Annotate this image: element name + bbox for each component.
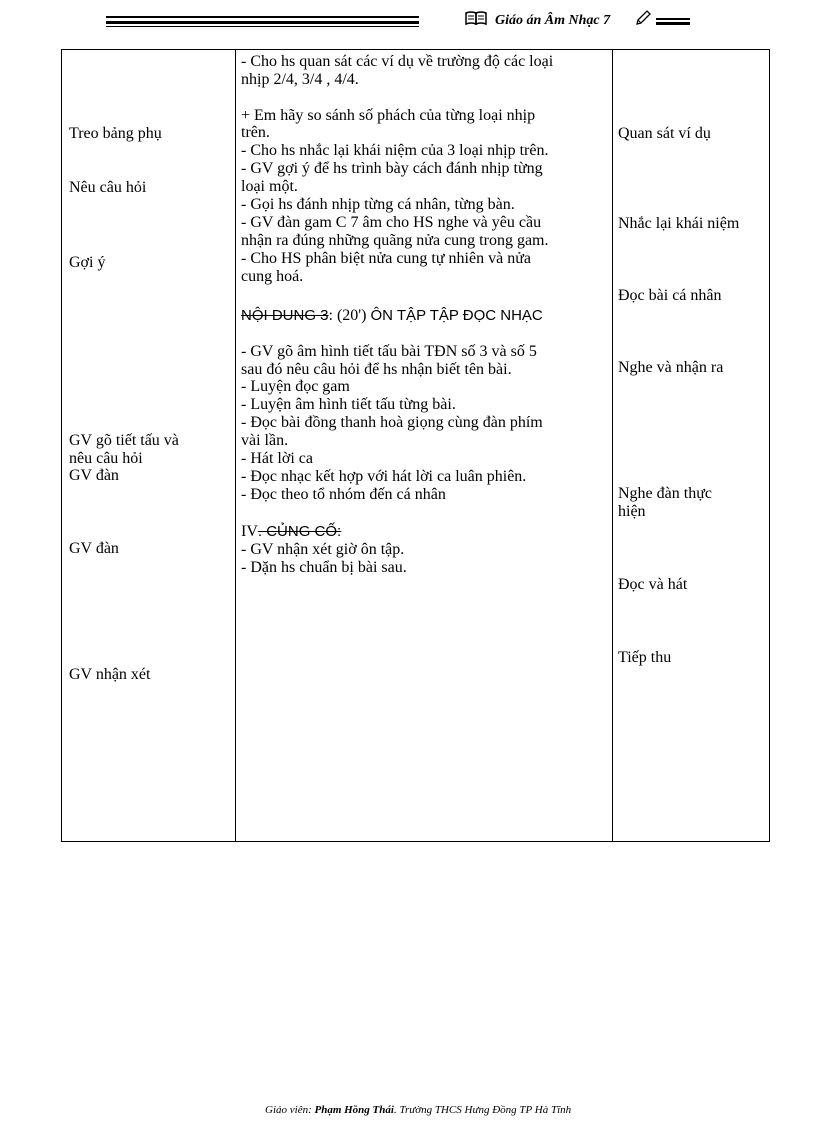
student-activity: Đọc bài cá nhân [618, 287, 722, 304]
student-activity: Nhắc lại khái niệm [618, 215, 740, 232]
content-line: - Đọc bài đồng thanh hoà giọng cùng đàn phím [241, 414, 543, 431]
content-line: nhận ra đúng những quãng nửa cung trong gam. [241, 232, 549, 249]
content-line: - Đọc nhạc kết hợp với hát lời ca luân phiên. [241, 468, 527, 485]
section-label: IV [241, 523, 258, 540]
header-rule [656, 22, 690, 25]
content-line: - Cho HS phân biệt nửa cung tự nhiên và nửa [241, 250, 531, 267]
column-divider [235, 50, 236, 841]
student-activity: hiện [618, 503, 646, 520]
footer-prefix: Giáo viên: [265, 1104, 315, 1116]
teacher-activity: Treo bảng phụ [69, 125, 162, 142]
student-activity: Nghe đàn thực [618, 485, 712, 502]
content-line: nhịp 2/4, 3/4 , 4/4. [241, 71, 359, 88]
content-line: sau đó nêu câu hỏi để hs nhận biết tên bài. [241, 361, 512, 378]
teacher-activity: GV gõ tiết tấu và [69, 432, 179, 449]
student-activity: Nghe và nhận ra [618, 359, 724, 376]
lesson-table [61, 49, 770, 842]
student-activity: Đọc và hát [618, 576, 688, 593]
section-title: . CỦNG CỐ: [257, 523, 342, 540]
content-line: - Cho hs quan sát các ví dụ về trường độ các loại [241, 53, 554, 70]
content-line: - Đọc theo tổ nhóm đến cá nhân [241, 486, 446, 503]
header-rule [106, 26, 419, 27]
content-line: - GV nhận xét giờ ôn tập. [241, 541, 405, 558]
page-title: Giáo án Âm Nhạc 7 [495, 13, 611, 28]
content-line: - Gọi hs đánh nhịp từng cá nhân, từng bàn. [241, 196, 515, 213]
teacher-activity: GV đàn [69, 540, 119, 557]
content-line: vài lần. [241, 432, 289, 449]
teacher-activity: nêu câu hỏi [69, 450, 143, 467]
content-line: + Em hãy so sánh số phách của từng loại nhịp [241, 107, 536, 124]
content-line: - GV gợi ý để hs trình bày cách đánh nhịp từng [241, 160, 543, 177]
content-line: - GV gõ âm hình tiết tấu bài TĐN số 3 và số 5 [241, 343, 537, 360]
header-rule [106, 16, 419, 18]
teacher-activity: Gợi ý [69, 254, 106, 271]
footer [265, 1104, 571, 1116]
footer-school: . Trường THCS Hưng Đồng TP Hà Tĩnh [393, 1104, 572, 1116]
content-line: trên. [241, 124, 270, 141]
content-line: cung hoá. [241, 268, 304, 285]
content-line: - Dặn hs chuẩn bị bài sau. [241, 559, 407, 576]
student-activity: Quan sát ví dụ [618, 125, 711, 142]
teacher-activity: GV nhận xét [69, 666, 151, 683]
header-rule [656, 18, 690, 20]
content-line: - Luyện đọc gam [241, 378, 350, 395]
content-line: - Hát lời ca [241, 450, 313, 467]
pencil-icon [634, 9, 652, 27]
section-label: NỘI DUNG 3 [241, 307, 329, 324]
book-icon [465, 10, 487, 26]
section-heading [241, 307, 607, 325]
section-heading [241, 523, 607, 541]
content-line: - Luyện âm hình tiết tấu từng bài. [241, 396, 456, 413]
content-line: - Cho hs nhắc lại khái niệm của 3 loại nhịp trên. [241, 142, 549, 159]
column-divider [612, 50, 613, 841]
header-rule [106, 21, 419, 24]
section-title: ÔN TẬP TẬP ĐỌC NHẠC [370, 307, 543, 324]
teacher-activity: Nêu câu hỏi [69, 179, 147, 196]
student-activity: Tiếp thu [618, 649, 672, 666]
content-line: - GV đàn gam C 7 âm cho HS nghe và yêu cầu [241, 214, 542, 231]
footer-teacher: Phạm Hồng Thái [314, 1104, 394, 1116]
section-time: : (20') [328, 307, 367, 324]
teacher-activity: GV đàn [69, 467, 119, 484]
content-line: loại một. [241, 178, 298, 195]
